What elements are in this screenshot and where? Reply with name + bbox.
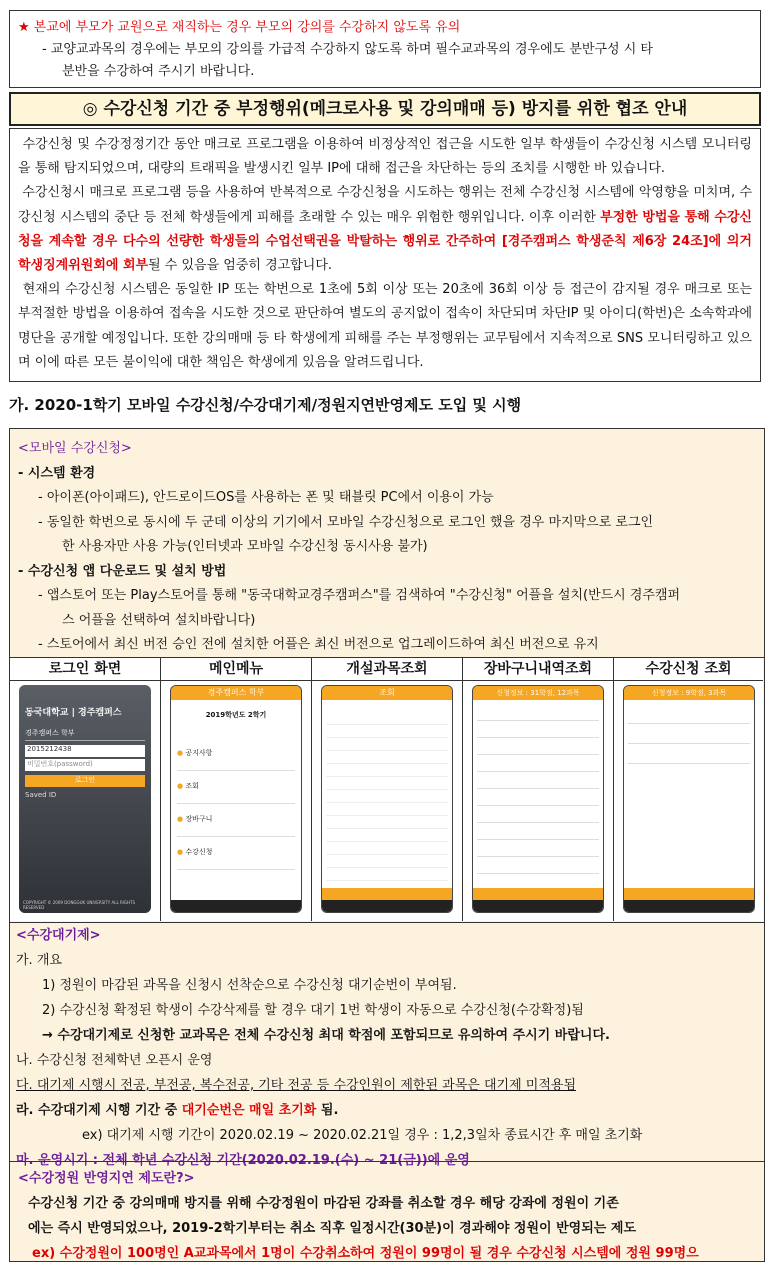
login-button[interactable]: 로그인 (25, 775, 145, 787)
campus-select[interactable]: 경주캠퍼스 학부 (25, 728, 145, 741)
paragraph-3: 현재의 수강신청 시스템은 동일한 IP 또는 학번으로 1초에 5회 이상 또는 20초에 36회 이상 등 접근이 감지될 경우 매크로 또는 부적절한 방법을 이용하여 접속을 시도한 것으로 판단하여 별도의 공지없이 접속이 차단되며 차단IP 및 아이디(학번)은 소속학과에 명단을 공개할 예정입니다. 또한 강의매매 등 타 학생에게 피해를 주는 부정행위는 교무팀에서 지속적으로 SNS 모니터링하고 있으며 이에 따른 모든 불이익에 대한 책임은 학생에게 있음을 알려드립니다. (18, 282, 753, 370)
delay-label: <수강정원 반영지연 제도란?> (18, 1171, 195, 1186)
menu-phone (170, 685, 302, 913)
waitlist-a1: 1) 정원이 마감된 과목을 신청시 선착순으로 수강신청 대기순번이 부여됨. (42, 978, 457, 993)
menu-term: 2019학년도 2학기 (205, 711, 267, 719)
password-field[interactable]: 비밀번호(password) (25, 759, 145, 771)
col-header-registration: 수강신청 조회 (614, 658, 763, 681)
paragraph-1: 수강신청 및 수강정정기간 동안 매크로 프로그램을 이용하여 비정상적인 접근을 시도한 일부 학생들이 수강신청 시스템 모니터링을 통해 탐지되었으며, 대량의 트래픽을 발생시킨 일부 IP에 대해 접근을 차단하는 등의 조치를 시행한 바 있습니다. (18, 137, 752, 177)
waitlist-label: <수강대기제> (16, 928, 101, 943)
delay-text-1: 수강신청 기간 중 강의매매 방지를 위해 수강정원이 마감된 강좌를 취소할 경우 해당 강좌에 정원이 기존 (28, 1196, 619, 1211)
notice-box (9, 10, 761, 88)
waitlist-b: 나. 수강신청 전체학년 오픈시 운영 (16, 1053, 213, 1068)
waitlist-a3: → 수강대기제로 신청한 교과목은 전체 수강신청 최대 학점에 포함되므로 유의하여 주시기 바랍니다. (42, 1028, 610, 1043)
course-list[interactable] (326, 712, 448, 892)
delay-section (10, 1161, 764, 1270)
login-screen-cell (10, 681, 161, 921)
course-tabbar[interactable] (322, 888, 452, 900)
env-item-2: - 동일한 학번으로 동시에 두 군데 이상의 기기에서 모바일 수강신청으로 로그인 했을 경우 마지막으로 로그인 (38, 514, 654, 530)
registration-phone (623, 685, 755, 913)
col-header-menu: 메인메뉴 (161, 658, 312, 681)
cart-icon: ● (177, 815, 184, 823)
cooperation-header: ◎ 수강신청 기간 중 부정행위(메크로사용 및 강의매매 등) 방지를 위한 협조 안내 (9, 92, 761, 126)
waitlist-section (16, 923, 760, 1173)
waitlist-a2: 2) 수강신청 확정된 학생이 수강삭제를 할 경우 대기 1번 학생이 자동으로 수강신청(수강확정)됨 (42, 1003, 584, 1018)
env-item-1: - 아이폰(아이패드), 안드로이드OS를 사용하는 폰 및 태블릿 PC에서 이용이 가능 (38, 490, 494, 505)
mobile-panel (9, 428, 765, 1262)
paragraph-2: 수강신청시 매크로 프로그램 등을 사용하여 반복적으로 수강신청을 시도하는 행위는 전체 수강신청 시스템에 악영향을 미치며, 수강신청 시스템의 중단 등 전체 학생들에게 피해를 초래할 수 있는 매우 위험한 행위입니다. 이후 이러한 부정한 방법을 통해 수강신청을 계속할 경우 다수의 선량한 학생들의 수업선택권을 박탈하는 행위로 간주하여 [경주캠퍼스 학생준칙 제6장 24조]에 의거 학생징계위원회에 회부될 수 있음을 엄중히 경고합니다. (18, 185, 753, 274)
menu-screen-cell (161, 681, 312, 921)
notice-line-1 (18, 17, 752, 39)
app-item-1-cont: 스 어플을 선택하여 설치바랍니다) (62, 612, 256, 628)
notice-line-3: 분반을 수강하여 주시기 바랍니다. (62, 64, 255, 79)
cooperation-body (9, 128, 761, 382)
search-icon: ● (177, 782, 184, 790)
cart-title: 신청정보 : 31학점, 12과목 (473, 686, 603, 700)
menu-item-register[interactable]: ● 수강신청 (177, 847, 295, 870)
col-header-cart: 장바구니내역조회 (463, 658, 614, 681)
env-item-2-cont: 한 사용자만 사용 가능(인터넷과 모바일 수강신청 동시사용 불가) (62, 539, 428, 554)
bell-icon: ● (177, 749, 184, 757)
nav-bar (473, 900, 603, 912)
registration-list[interactable] (628, 704, 750, 764)
waitlist-a: 가. 개요 (16, 953, 62, 968)
saved-id-checkbox[interactable]: Saved ID (25, 791, 57, 799)
login-logo: 동국대학교 | 경주캠퍼스 (25, 708, 122, 718)
course-phone (321, 685, 453, 913)
nav-bar (624, 900, 754, 912)
registration-title: 신청정보 : 9학점, 3과목 (624, 686, 754, 700)
login-phone (19, 685, 151, 913)
app-title: - 수강신청 앱 다운로드 및 설치 방법 (18, 563, 227, 579)
nav-bar (322, 900, 452, 912)
warning-text: 부정한 방법을 통해 수강신청을 계속할 경우 다수의 선량한 학생들의 수업선택권을 박탈하는 행위로 간주하여 [경주캠퍼스 학생준칙 제6장 24조]에 의거 학생징계위원회에 회부 (18, 209, 752, 274)
waitlist-c: 다. 대기제 시행시 전공, 부전공, 복수전공, 기타 전공 등 수강인원이 제한된 과목은 대기제 미적용됨 (16, 1078, 577, 1093)
course-title: 조회 (322, 686, 452, 700)
mobile-label: <모바일 수강신청> (18, 441, 132, 456)
app-item-1: - 앱스토어 또는 Play스토어를 통해 "동국대학교경주캠퍼스"를 검색하여 "수강신청" 어플을 설치(반드시 경주캠퍼 (38, 588, 681, 603)
screenshot-grid (10, 657, 764, 923)
cart-phone (472, 685, 604, 913)
waitlist-e: 마. 운영시기 : 전체 학년 수강신청 기간(2020.02.19.(수) ~ 21(금))에 운영 (16, 1153, 470, 1168)
col-header-login: 로그인 화면 (10, 658, 161, 681)
registration-tabbar[interactable] (624, 888, 754, 900)
menu-title: 경주캠퍼스 학부 (171, 686, 301, 700)
menu-item-notice[interactable]: ● 공지사항 (177, 748, 295, 771)
app-item-2: - 스토어에서 최신 버전 승인 전에 설치한 어플은 최신 버전으로 업그레이드하여 최신 버전으로 유지 (38, 637, 599, 652)
notice-line-2: - 교양교과목의 경우에는 부모의 강의를 가급적 수강하지 않도록 하며 필수교과목의 경우에도 분반구성 시 타 (42, 42, 653, 57)
cart-tabbar[interactable] (473, 888, 603, 900)
delay-example: ex) 수강정원이 100명인 A교과목에서 1명이 수강취소하여 정원이 99명이 될 경우 수강신청 시스템에 정원 99명으 (32, 1246, 699, 1261)
section-title: 가. 2020-1학기 모바일 수강신청/수강대기제/정원지연반영제도 도입 및 시행 (9, 396, 522, 414)
env-title: - 시스템 환경 (18, 465, 96, 481)
notice-text: 본교에 부모가 교원으로 재직하는 경우 부모의 강의를 수강하지 않도록 유의 (33, 20, 461, 35)
waitlist-d: 라. 수강대기제 시행 기간 중 대기순번은 매일 초기화 됨. (16, 1103, 339, 1118)
menu-item-cart[interactable]: ● 장바구니 (177, 814, 295, 837)
id-field[interactable]: 2015212438 (25, 745, 145, 757)
registration-screen-cell (614, 681, 763, 921)
waitlist-example: ex) 대기제 시행 기간이 2020.02.19 ~ 2020.02.21일 경우 : 1,2,3일차 종료시간 후 매일 초기화 (82, 1128, 643, 1143)
mobile-section (18, 437, 758, 658)
nav-bar (171, 900, 301, 912)
menu-item-search[interactable]: ● 조회 (177, 781, 295, 804)
edit-icon: ● (177, 848, 184, 856)
delay-text-2: 에는 즉시 반영되었으나, 2019-2학기부터는 취소 직후 일정시간(30분)이 경과해야 정원이 반영되는 제도 (28, 1221, 636, 1236)
course-screen-cell (312, 681, 463, 921)
copyright: COPYRIGHT © 2009 DONGGUK UNIVERSITY ALL RIGHTS RESERVED (23, 900, 135, 910)
col-header-courses: 개설과목조회 (312, 658, 463, 681)
cart-screen-cell (463, 681, 614, 921)
star-icon: ★ (18, 20, 30, 35)
cart-list[interactable] (477, 704, 599, 890)
